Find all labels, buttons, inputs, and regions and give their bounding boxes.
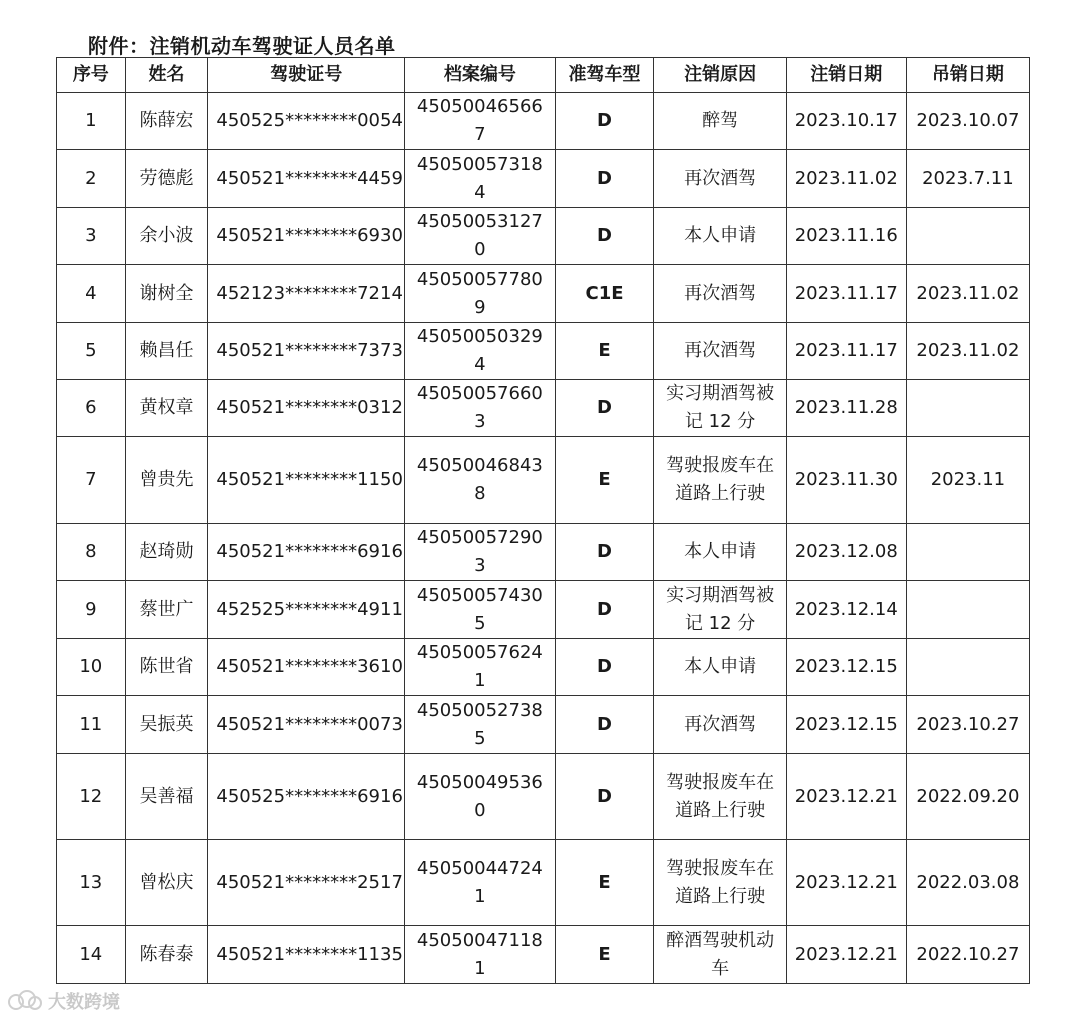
cell-cancel-date: 2023.12.15	[786, 696, 906, 754]
cell-file-no: 450500572903	[405, 524, 555, 581]
cell-name: 曾贵先	[125, 437, 208, 524]
table-row	[57, 754, 1030, 840]
header-cell-revoke-date: 吊销日期	[906, 58, 1029, 93]
cell-file-no: 450500503294	[405, 323, 555, 380]
cell-cancel-date: 2023.10.17	[786, 93, 906, 150]
cell-reason: 实习期酒驾被记 12 分	[654, 581, 786, 639]
cell-name: 曾松庆	[125, 840, 208, 926]
cell-reason: 醉酒驾驶机动车	[654, 926, 786, 984]
cell-revoke-date	[906, 581, 1029, 639]
cell-vehicle-class: D	[555, 93, 654, 150]
cell-index: 3	[57, 208, 126, 265]
cell-cancel-date: 2023.11.17	[786, 265, 906, 323]
cell-index: 11	[57, 696, 126, 754]
cell-index: 8	[57, 524, 126, 581]
cell-name: 陈薛宏	[125, 93, 208, 150]
table-row	[57, 581, 1030, 639]
cell-file-no: 450500527385	[405, 696, 555, 754]
cell-cancel-date: 2023.11.02	[786, 150, 906, 208]
cell-reason: 再次酒驾	[654, 265, 786, 323]
cell-vehicle-class: D	[555, 524, 654, 581]
cell-revoke-date: 2023.11	[906, 437, 1029, 524]
cell-vehicle-class: D	[555, 639, 654, 696]
cell-name: 余小波	[125, 208, 208, 265]
table-body	[57, 93, 1030, 984]
cell-vehicle-class: E	[555, 926, 654, 984]
cell-index: 1	[57, 93, 126, 150]
table-row	[57, 437, 1030, 524]
header-cell-file-no: 档案编号	[405, 58, 555, 93]
cell-vehicle-class: D	[555, 380, 654, 437]
cell-index: 7	[57, 437, 126, 524]
cell-name: 谢树全	[125, 265, 208, 323]
cell-license-no: 450521********6930	[208, 208, 405, 265]
cell-file-no: 450500573184	[405, 150, 555, 208]
header-cell-index: 序号	[57, 58, 126, 93]
cell-reason: 醉驾	[654, 93, 786, 150]
table-row	[57, 380, 1030, 437]
cell-file-no: 450500447241	[405, 840, 555, 926]
cell-reason: 驾驶报废车在道路上行驶	[654, 437, 786, 524]
cell-vehicle-class: E	[555, 437, 654, 524]
cell-reason: 再次酒驾	[654, 696, 786, 754]
cell-name: 蔡世广	[125, 581, 208, 639]
cell-file-no: 450500495360	[405, 754, 555, 840]
cell-file-no: 450500465667	[405, 93, 555, 150]
cell-revoke-date: 2023.11.02	[906, 323, 1029, 380]
header-row	[57, 58, 1030, 93]
cell-revoke-date: 2023.11.02	[906, 265, 1029, 323]
cell-revoke-date	[906, 639, 1029, 696]
cell-revoke-date: 2022.09.20	[906, 754, 1029, 840]
cell-vehicle-class: D	[555, 696, 654, 754]
cell-reason: 驾驶报废车在道路上行驶	[654, 754, 786, 840]
revoked-license-table	[56, 57, 1030, 984]
cell-index: 2	[57, 150, 126, 208]
cell-index: 4	[57, 265, 126, 323]
cell-file-no: 450500576241	[405, 639, 555, 696]
cell-revoke-date: 2022.10.27	[906, 926, 1029, 984]
table-row	[57, 208, 1030, 265]
cell-reason: 再次酒驾	[654, 323, 786, 380]
cell-license-no: 450521********0312	[208, 380, 405, 437]
cell-name: 赵琦勋	[125, 524, 208, 581]
cell-license-no: 450521********7373	[208, 323, 405, 380]
cell-name: 黄权章	[125, 380, 208, 437]
cell-index: 12	[57, 754, 126, 840]
cell-vehicle-class: D	[555, 208, 654, 265]
cell-reason: 本人申请	[654, 524, 786, 581]
cell-cancel-date: 2023.12.14	[786, 581, 906, 639]
cell-cancel-date: 2023.12.21	[786, 840, 906, 926]
cell-license-no: 452525********4911	[208, 581, 405, 639]
cell-cancel-date: 2023.12.21	[786, 754, 906, 840]
cell-vehicle-class: D	[555, 150, 654, 208]
cell-name: 吴善福	[125, 754, 208, 840]
cell-file-no: 450500576603	[405, 380, 555, 437]
cell-license-no: 450521********6916	[208, 524, 405, 581]
cell-file-no: 450500577809	[405, 265, 555, 323]
cell-cancel-date: 2023.12.21	[786, 926, 906, 984]
table-row	[57, 639, 1030, 696]
header-cell-cancel-date: 注销日期	[786, 58, 906, 93]
table-row	[57, 840, 1030, 926]
cell-license-no: 450525********0054	[208, 93, 405, 150]
cell-vehicle-class: D	[555, 581, 654, 639]
cell-vehicle-class: E	[555, 840, 654, 926]
cell-vehicle-class: D	[555, 754, 654, 840]
cell-name: 陈春泰	[125, 926, 208, 984]
table-row	[57, 323, 1030, 380]
header-cell-vehicle-class: 准驾车型	[555, 58, 654, 93]
cell-file-no: 450500471181	[405, 926, 555, 984]
cell-reason: 驾驶报废车在道路上行驶	[654, 840, 786, 926]
table-row	[57, 926, 1030, 984]
cell-file-no: 450500468438	[405, 437, 555, 524]
cell-license-no: 450521********3610	[208, 639, 405, 696]
cell-reason: 本人申请	[654, 208, 786, 265]
cell-index: 13	[57, 840, 126, 926]
cell-name: 赖昌任	[125, 323, 208, 380]
cell-revoke-date: 2023.10.07	[906, 93, 1029, 150]
cell-reason: 实习期酒驾被记 12 分	[654, 380, 786, 437]
header-cell-license-no: 驾驶证号	[208, 58, 405, 93]
cell-reason: 再次酒驾	[654, 150, 786, 208]
cell-file-no: 450500531270	[405, 208, 555, 265]
header-cell-name: 姓名	[125, 58, 208, 93]
cell-license-no: 450521********1150	[208, 437, 405, 524]
cell-name: 吴振英	[125, 696, 208, 754]
cell-license-no: 452123********7214	[208, 265, 405, 323]
cell-license-no: 450521********4459	[208, 150, 405, 208]
cell-index: 10	[57, 639, 126, 696]
cell-license-no: 450521********1135	[208, 926, 405, 984]
cell-cancel-date: 2023.12.08	[786, 524, 906, 581]
cell-index: 14	[57, 926, 126, 984]
watermark-text: 大数跨境	[48, 992, 120, 1013]
cell-cancel-date: 2023.11.30	[786, 437, 906, 524]
table-row	[57, 265, 1030, 323]
cell-revoke-date	[906, 524, 1029, 581]
cell-revoke-date: 2023.10.27	[906, 696, 1029, 754]
cell-revoke-date	[906, 208, 1029, 265]
cell-vehicle-class: E	[555, 323, 654, 380]
cell-revoke-date: 2023.7.11	[906, 150, 1029, 208]
cell-cancel-date: 2023.11.16	[786, 208, 906, 265]
cell-cancel-date: 2023.11.28	[786, 380, 906, 437]
table-row	[57, 696, 1030, 754]
header-cell-reason: 注销原因	[654, 58, 786, 93]
cell-revoke-date: 2022.03.08	[906, 840, 1029, 926]
cell-index: 5	[57, 323, 126, 380]
table-row	[57, 150, 1030, 208]
cell-reason: 本人申请	[654, 639, 786, 696]
cell-license-no: 450521********2517	[208, 840, 405, 926]
table-row	[57, 524, 1030, 581]
document-title: 附件：注销机动车驾驶证人员名单	[88, 34, 396, 58]
cell-name: 陈世省	[125, 639, 208, 696]
cell-license-no: 450525********6916	[208, 754, 405, 840]
cell-index: 9	[57, 581, 126, 639]
cell-cancel-date: 2023.12.15	[786, 639, 906, 696]
cell-revoke-date	[906, 380, 1029, 437]
rings-logo-icon	[8, 990, 42, 1012]
cell-license-no: 450521********0073	[208, 696, 405, 754]
cell-vehicle-class: C1E	[555, 265, 654, 323]
cell-index: 6	[57, 380, 126, 437]
cell-name: 劳德彪	[125, 150, 208, 208]
table-row	[57, 93, 1030, 150]
cell-cancel-date: 2023.11.17	[786, 323, 906, 380]
table-header	[57, 58, 1030, 93]
watermark	[8, 988, 120, 1014]
cell-file-no: 450500574305	[405, 581, 555, 639]
